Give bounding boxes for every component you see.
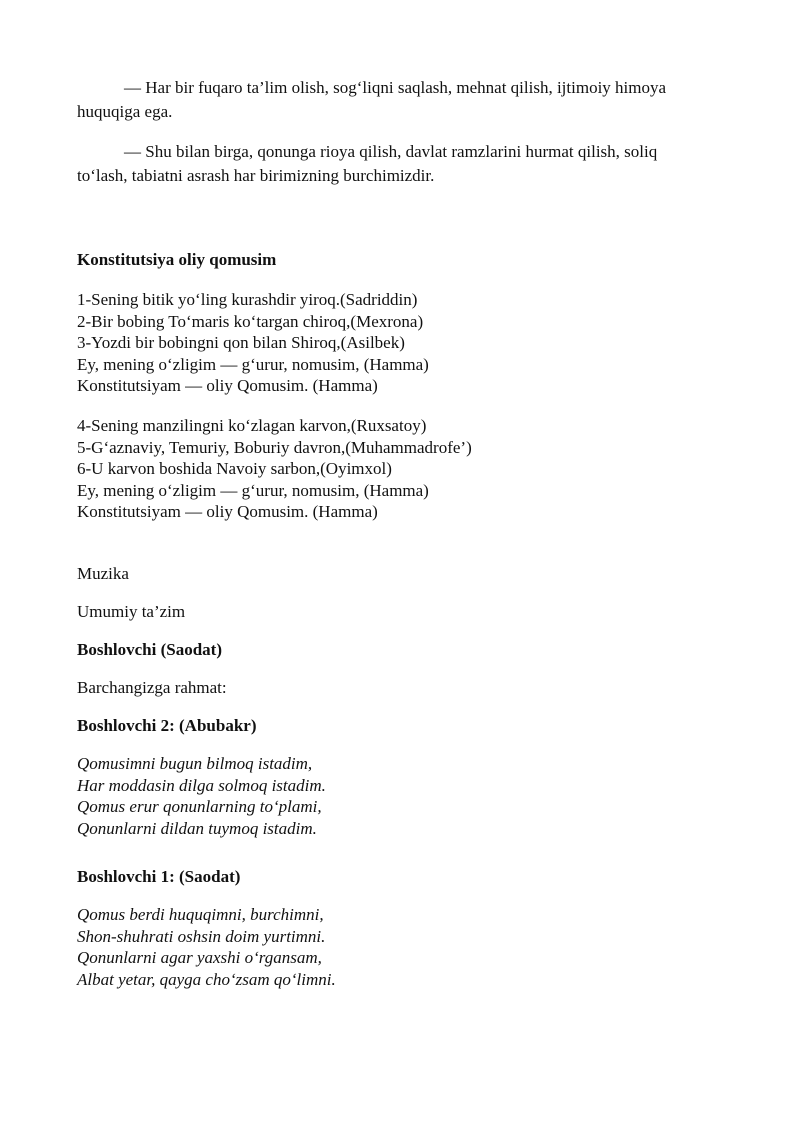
poem-refrain-line: Ey, mening o‘zligim — g‘urur, nomusim, (Hamma) — [77, 480, 429, 500]
program-bow: Umumiy ta’zim — [77, 602, 186, 621]
poem-line: 3-Yozdi bir bobingni qon bilan Shiroq,(Asilbek) — [77, 333, 405, 352]
host-1-heading: Boshlovchi (Saodat) — [77, 640, 222, 659]
host-1-text: Barchangizga rahmat: — [77, 678, 227, 697]
verse-line: Shon-shuhrati oshsin doim yurtimni. — [77, 926, 326, 946]
verse-line: Qomus erur qonunlarning to‘plami, — [77, 797, 322, 816]
poem-stanza-1 — [77, 289, 727, 397]
verse-line: Qonunlarni agar yaxshi o‘rgansam, — [77, 948, 322, 967]
poem-line: 1-Sening bitik yo‘ling kurashdir yiroq.(Sadriddin) — [77, 290, 418, 309]
verse-line: Albat yetar, qayga cho‘zsam qo‘limni. — [77, 969, 336, 989]
poem-title: Konstitutsiya oliy qomusim — [77, 250, 277, 269]
intro-paragraph-1 — [77, 76, 727, 124]
host-3-verse — [77, 904, 727, 990]
verse-line: Qomus berdi huquqimni, burchimni, — [77, 905, 324, 924]
poem-refrain-line: Ey, mening o‘zligim — g‘urur, nomusim, (Hamma) — [77, 354, 429, 374]
intro-paragraph-1-line-1: — Har bir fuqaro ta’lim olish, sog‘liqni saqlash, mehnat qilish, ijtimoiy himoya — [124, 78, 667, 97]
verse-line: Qonunlarni dildan tuymoq istadim. — [77, 818, 317, 838]
program-music: Muzika — [77, 564, 129, 583]
host-2-heading: Boshlovchi 2: (Abubakr) — [77, 716, 257, 735]
verse-line: Qomusimni bugun bilmoq istadim, — [77, 754, 313, 773]
intro-paragraph-1-line-2: huquqiga ega. — [77, 102, 173, 121]
host-3-heading: Boshlovchi 1: (Saodat) — [77, 867, 241, 886]
host-2-verse — [77, 753, 727, 839]
verse-line: Har moddasin dilga solmoq istadim. — [77, 775, 326, 795]
poem-stanza-2 — [77, 415, 727, 523]
intro-paragraph-2-line-1: — Shu bilan birga, qonunga rioya qilish, davlat ramzlarini hurmat qilish, soliq — [124, 142, 658, 161]
poem-refrain-line: Konstitutsiyam — oliy Qomusim. (Hamma) — [77, 502, 378, 521]
intro-paragraph-2 — [77, 140, 727, 188]
poem-line: 2-Bir bobing To‘maris ko‘targan chiroq,(Mexrona) — [77, 311, 424, 331]
poem-line: 6-U karvon boshida Navoiy sarbon,(Oyimxol) — [77, 459, 392, 478]
intro-paragraph-2-line-2: to‘lash, tabiatni asrash har birimizning burchimizdir. — [77, 166, 435, 185]
poem-refrain-line: Konstitutsiyam — oliy Qomusim. (Hamma) — [77, 376, 378, 395]
poem-line: 4-Sening manzilingni ko‘zlagan karvon,(Ruxsatoy) — [77, 416, 427, 435]
poem-line: 5-G‘aznaviy, Temuriy, Boburiy davron,(Muhammadrofe’) — [77, 437, 472, 457]
